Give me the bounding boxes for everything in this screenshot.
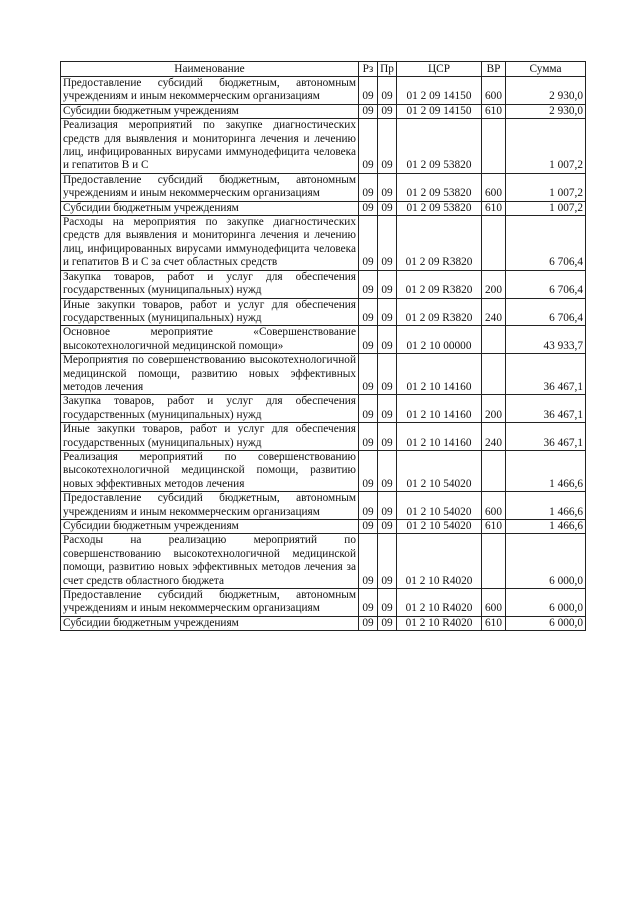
cell-name: Предоставление субсидий бюджетным, автономным учреждениям и иным некоммерческим организациям: [61, 173, 359, 201]
cell-csr: 01 2 09 53820: [397, 201, 482, 215]
cell-sum: 36 467,1: [506, 395, 586, 423]
table-row: [61, 395, 586, 423]
cell-pr: 09: [378, 270, 397, 298]
cell-pr: 09: [378, 616, 397, 630]
cell-pr: 09: [378, 534, 397, 589]
table-body: [61, 77, 586, 631]
cell-sum: 1 466,6: [506, 492, 586, 520]
cell-csr: 01 2 10 R4020: [397, 616, 482, 630]
cell-name: Субсидии бюджетным учреждениям: [61, 104, 359, 118]
cell-vr: 200: [482, 395, 506, 423]
table-row: [61, 173, 586, 201]
cell-rz: 09: [359, 77, 378, 105]
cell-csr: 01 2 10 00000: [397, 326, 482, 354]
cell-name: Предоставление субсидий бюджетным, автономным учреждениям и иным некоммерческим организациям: [61, 589, 359, 617]
cell-pr: 09: [378, 201, 397, 215]
cell-csr: 01 2 09 53820: [397, 119, 482, 174]
cell-sum: 1 007,2: [506, 201, 586, 215]
cell-csr: 01 2 09 14150: [397, 104, 482, 118]
cell-rz: 09: [359, 492, 378, 520]
cell-vr: 600: [482, 492, 506, 520]
table-row: [61, 492, 586, 520]
budget-table: [60, 61, 586, 631]
table-row: [61, 450, 586, 491]
cell-sum: 6 000,0: [506, 534, 586, 589]
table-row: [61, 270, 586, 298]
cell-rz: 09: [359, 270, 378, 298]
cell-vr: 600: [482, 77, 506, 105]
cell-sum: 1 466,6: [506, 450, 586, 491]
cell-rz: 09: [359, 173, 378, 201]
cell-csr: 01 2 10 54020: [397, 492, 482, 520]
cell-sum: 6 000,0: [506, 616, 586, 630]
table-row: [61, 201, 586, 215]
header-pr: Пр: [378, 62, 397, 77]
cell-csr: 01 2 10 54020: [397, 450, 482, 491]
cell-vr: [482, 354, 506, 395]
table-row: [61, 589, 586, 617]
cell-sum: 2 930,0: [506, 104, 586, 118]
cell-rz: 09: [359, 423, 378, 451]
cell-sum: 1 007,2: [506, 173, 586, 201]
cell-name: Реализация мероприятий по закупке диагностических средств для выявления и мониторинга лечения и лечению лиц, инфицированных вирусами иммунодефицита человека и гепатитов В и С: [61, 119, 359, 174]
cell-vr: 610: [482, 201, 506, 215]
cell-rz: 09: [359, 298, 378, 326]
cell-name: Расходы на реализацию мероприятий по совершенствованию высокотехнологичной медицинской помощи, развитию новых эффективных методов лечения за счет средств областного бюджета: [61, 534, 359, 589]
table-row: [61, 77, 586, 105]
cell-csr: 01 2 09 14150: [397, 77, 482, 105]
cell-name: Мероприятия по совершенствованию высокотехнологичной медицинской помощи, развитию новых эффективных методов лечения: [61, 354, 359, 395]
table-row: [61, 104, 586, 118]
cell-rz: 09: [359, 326, 378, 354]
table-row: [61, 216, 586, 271]
cell-pr: 09: [378, 354, 397, 395]
cell-vr: [482, 119, 506, 174]
cell-pr: 09: [378, 77, 397, 105]
cell-name: Закупка товаров, работ и услуг для обеспечения государственных (муниципальных) нужд: [61, 270, 359, 298]
cell-csr: 01 2 10 14160: [397, 354, 482, 395]
table-row: [61, 616, 586, 630]
cell-pr: 09: [378, 395, 397, 423]
cell-vr: 600: [482, 173, 506, 201]
cell-vr: [482, 216, 506, 271]
cell-csr: 01 2 10 R4020: [397, 534, 482, 589]
table-row: [61, 326, 586, 354]
cell-vr: [482, 534, 506, 589]
cell-pr: 09: [378, 104, 397, 118]
cell-pr: 09: [378, 450, 397, 491]
cell-csr: 01 2 10 R4020: [397, 589, 482, 617]
header-sum: Сумма: [506, 62, 586, 77]
cell-rz: 09: [359, 520, 378, 534]
cell-pr: 09: [378, 298, 397, 326]
cell-pr: 09: [378, 589, 397, 617]
cell-pr: 09: [378, 326, 397, 354]
cell-rz: 09: [359, 534, 378, 589]
cell-rz: 09: [359, 395, 378, 423]
cell-pr: 09: [378, 492, 397, 520]
cell-vr: 610: [482, 104, 506, 118]
cell-rz: 09: [359, 216, 378, 271]
cell-vr: 600: [482, 589, 506, 617]
header-name: Наименование: [61, 62, 359, 77]
cell-name: Закупка товаров, работ и услуг для обеспечения государственных (муниципальных) нужд: [61, 395, 359, 423]
cell-sum: 1 466,6: [506, 520, 586, 534]
cell-sum: 36 467,1: [506, 354, 586, 395]
cell-vr: 240: [482, 423, 506, 451]
cell-name: Предоставление субсидий бюджетным, автономным учреждениям и иным некоммерческим организациям: [61, 77, 359, 105]
cell-vr: [482, 450, 506, 491]
cell-name: Реализация мероприятий по совершенствованию высокотехнологичной медицинской помощи, развитию новых эффективных методов лечения: [61, 450, 359, 491]
header-rz: Рз: [359, 62, 378, 77]
cell-pr: 09: [378, 119, 397, 174]
cell-vr: 240: [482, 298, 506, 326]
table-row: [61, 534, 586, 589]
cell-csr: 01 2 09 R3820: [397, 216, 482, 271]
cell-name: Основное мероприятие «Совершенствование высокотехнологичной медицинской помощи»: [61, 326, 359, 354]
cell-rz: 09: [359, 450, 378, 491]
cell-rz: 09: [359, 201, 378, 215]
table-header: [61, 62, 586, 77]
cell-vr: [482, 326, 506, 354]
table-row: [61, 119, 586, 174]
cell-vr: 610: [482, 616, 506, 630]
table-row: [61, 423, 586, 451]
cell-rz: 09: [359, 589, 378, 617]
cell-vr: 610: [482, 520, 506, 534]
cell-sum: 6 000,0: [506, 589, 586, 617]
cell-sum: 6 706,4: [506, 270, 586, 298]
cell-rz: 09: [359, 354, 378, 395]
table-row: [61, 298, 586, 326]
cell-pr: 09: [378, 173, 397, 201]
cell-csr: 01 2 10 14160: [397, 395, 482, 423]
cell-sum: 6 706,4: [506, 216, 586, 271]
cell-pr: 09: [378, 520, 397, 534]
cell-sum: 43 933,7: [506, 326, 586, 354]
cell-pr: 09: [378, 423, 397, 451]
cell-csr: 01 2 09 R3820: [397, 270, 482, 298]
cell-pr: 09: [378, 216, 397, 271]
cell-sum: 6 706,4: [506, 298, 586, 326]
cell-csr: 01 2 09 53820: [397, 173, 482, 201]
header-vr: ВР: [482, 62, 506, 77]
cell-sum: 36 467,1: [506, 423, 586, 451]
cell-rz: 09: [359, 119, 378, 174]
cell-vr: 200: [482, 270, 506, 298]
cell-rz: 09: [359, 104, 378, 118]
cell-name: Иные закупки товаров, работ и услуг для обеспечения государственных (муниципальных) нужд: [61, 423, 359, 451]
table-row: [61, 354, 586, 395]
cell-rz: 09: [359, 616, 378, 630]
table-row: [61, 520, 586, 534]
cell-name: Расходы на мероприятия по закупке диагностических средств для выявления и мониторинга лечения и лечению лиц, инфицированных вирусами иммунодефицита человека и гепатитов В и С за счет областных средств: [61, 216, 359, 271]
cell-name: Субсидии бюджетным учреждениям: [61, 520, 359, 534]
cell-csr: 01 2 09 R3820: [397, 298, 482, 326]
cell-sum: 2 930,0: [506, 77, 586, 105]
cell-name: Субсидии бюджетным учреждениям: [61, 201, 359, 215]
header-csr: ЦСР: [397, 62, 482, 77]
cell-csr: 01 2 10 54020: [397, 520, 482, 534]
cell-sum: 1 007,2: [506, 119, 586, 174]
cell-name: Иные закупки товаров, работ и услуг для обеспечения государственных (муниципальных) нужд: [61, 298, 359, 326]
cell-csr: 01 2 10 14160: [397, 423, 482, 451]
cell-name: Предоставление субсидий бюджетным, автономным учреждениям и иным некоммерческим организациям: [61, 492, 359, 520]
header-row: [61, 62, 586, 77]
cell-name: Субсидии бюджетным учреждениям: [61, 616, 359, 630]
